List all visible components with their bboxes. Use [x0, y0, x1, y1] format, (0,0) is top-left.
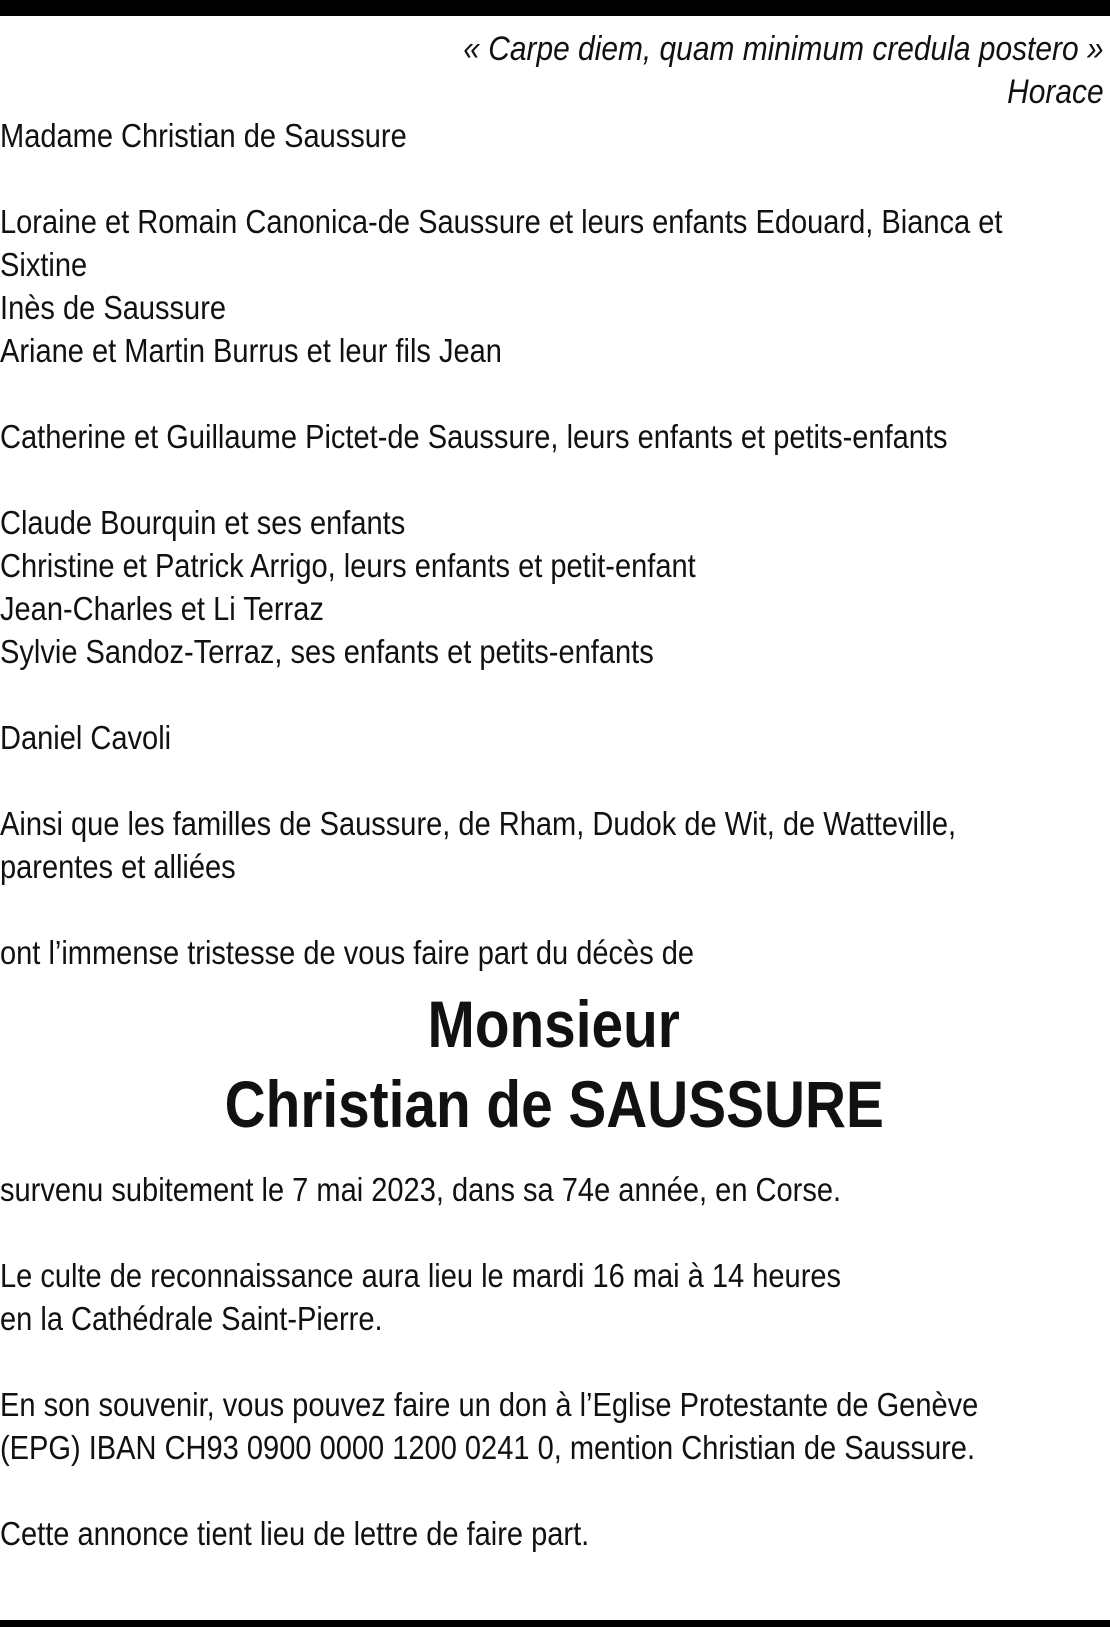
in-laws-line: Sylvie Sandoz-Terraz, ses enfants et petits-enfants — [0, 633, 654, 670]
epigraph-quote: « Carpe diem, quam minimum credula postero » — [463, 30, 1104, 68]
in-laws-line: Christine et Patrick Arrigo, leurs enfants et petit-enfant — [0, 547, 696, 584]
epigraph-author: Horace — [1007, 73, 1104, 111]
children-line: Sixtine — [0, 246, 88, 283]
children-line: Ariane et Martin Burrus et leur fils Jean — [0, 332, 502, 369]
friend-line: Daniel Cavoli — [0, 719, 172, 756]
service-line: Le culte de reconnaissance aura lieu le mardi 16 mai à 14 heures — [0, 1257, 842, 1294]
widow-line: Madame Christian de Saussure — [0, 117, 407, 154]
deceased-name-block — [0, 984, 1108, 1144]
obituary-notice — [0, 28, 1108, 1555]
families-line: Ainsi que les familles de Saussure, de Rham, Dudok de Wit, de Watteville, — [0, 805, 957, 842]
in-laws-line: Claude Bourquin et ses enfants — [0, 504, 406, 541]
epigraph — [0, 28, 1108, 114]
bottom-rule — [0, 1620, 1110, 1627]
children-line: Inès de Saussure — [0, 289, 227, 326]
donation-line: (EPG) IBAN CH93 0900 0000 1200 0241 0, mention Christian de Saussure. — [0, 1429, 976, 1466]
in-laws-line: Jean-Charles et Li Terraz — [0, 590, 324, 627]
deceased-title: Monsieur — [427, 987, 681, 1061]
children-line: Loraine et Romain Canonica-de Saussure et leurs enfants Edouard, Bianca et — [0, 203, 1003, 240]
top-rule — [0, 0, 1110, 16]
families-line: parentes et alliées — [0, 848, 236, 885]
service-line: en la Cathédrale Saint-Pierre. — [0, 1300, 383, 1337]
announcement-line: ont l’immense tristesse de vous faire part du décès de — [0, 934, 695, 971]
deceased-name: Christian de SAUSSURE — [224, 1067, 884, 1141]
donation-line: En son souvenir, vous pouvez faire un don à l’Eglise Protestante de Genève — [0, 1386, 979, 1423]
closing-line: Cette annonce tient lieu de lettre de faire part. — [0, 1515, 590, 1552]
death-line: survenu subitement le 7 mai 2023, dans sa 74e année, en Corse. — [0, 1171, 842, 1208]
siblings-line: Catherine et Guillaume Pictet-de Saussure, leurs enfants et petits-enfants — [0, 418, 948, 455]
